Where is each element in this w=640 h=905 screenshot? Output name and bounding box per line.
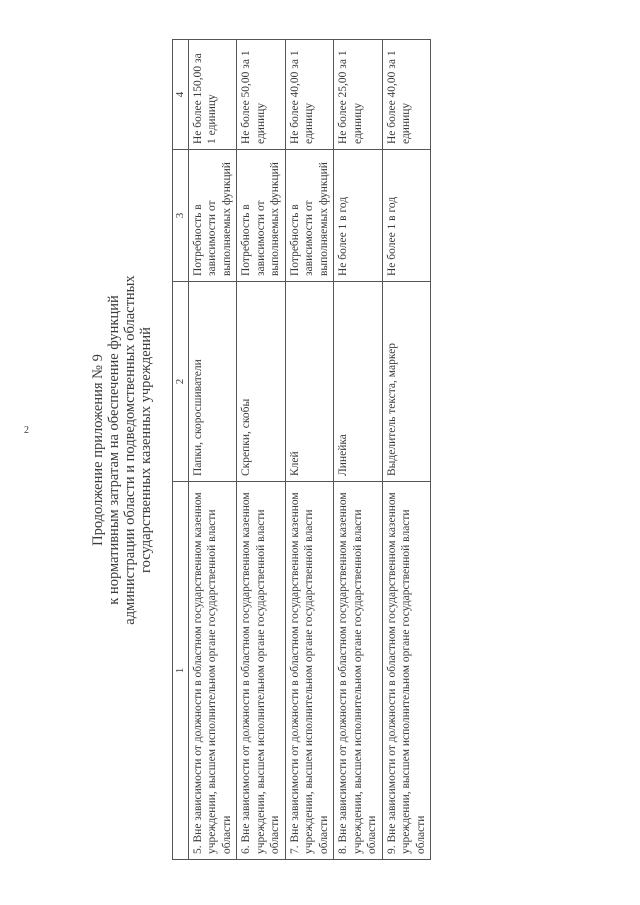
category-cell: 5. Вне зависимости от должности в областном государственном казенном учреждении, высшем исполнительном органе государственной власти области bbox=[188, 482, 237, 860]
item-cell: Клей bbox=[285, 282, 334, 482]
price-cell: Не более 40,00 за 1 единицу bbox=[382, 40, 431, 150]
price-cell: Не более 50,00 за 1 единицу bbox=[237, 40, 286, 150]
norms-table bbox=[172, 39, 431, 860]
item-cell: Выделитель текста, маркер bbox=[382, 282, 431, 482]
table-row bbox=[237, 40, 286, 860]
item-cell: Скрепки, скобы bbox=[237, 282, 286, 482]
page-number: 2 bbox=[24, 425, 29, 436]
quantity-cell: Не более 1 в год bbox=[334, 150, 383, 282]
category-cell: 9. Вне зависимости от должности в областном государственном казенном учреждении, высшем исполнительном органе государственной власти области bbox=[382, 482, 431, 860]
item-cell: Папки, скоросшиватели bbox=[188, 282, 237, 482]
quantity-cell: Потребность в зависимости от выполняемых функций bbox=[237, 150, 286, 282]
category-cell: 6. Вне зависимости от должности в областном государственном казенном учреждении, высшем исполнительном органе государственной власти области bbox=[237, 482, 286, 860]
table-row bbox=[188, 40, 237, 860]
table-row bbox=[382, 40, 431, 860]
column-number: 2 bbox=[173, 282, 189, 482]
quantity-cell: Потребность в зависимости от выполняемых функций bbox=[285, 150, 334, 282]
rotated-page-content bbox=[40, 40, 600, 860]
table-row bbox=[285, 40, 334, 860]
quantity-cell: Не более 1 в год bbox=[382, 150, 431, 282]
column-number: 3 bbox=[173, 150, 189, 282]
price-cell: Не более 40,00 за 1 единицу bbox=[285, 40, 334, 150]
category-cell: 8. Вне зависимости от должности в областном государственном казенном учреждении, высшем исполнительном органе государственной власти области bbox=[334, 482, 383, 860]
header-line-2: к нормативным затратам на обеспечение функций bbox=[106, 295, 122, 605]
category-cell: 7. Вне зависимости от должности в областном государственном казенном учреждении, высшем исполнительном органе государственной власти области bbox=[285, 482, 334, 860]
header-line-1: Продолжение приложения № 9 bbox=[90, 354, 106, 546]
quantity-cell: Потребность в зависимости от выполняемых функций bbox=[188, 150, 237, 282]
price-cell: Не более 25,00 за 1 единицу bbox=[334, 40, 383, 150]
header-line-3: администрации области и подведомственных областных bbox=[122, 275, 138, 625]
column-number: 4 bbox=[173, 40, 189, 150]
price-cell: Не более 150,00 за 1 единицу bbox=[188, 40, 237, 150]
column-number-row bbox=[173, 40, 189, 860]
item-cell: Линейка bbox=[334, 282, 383, 482]
header-line-4: государственных казенных учреждений bbox=[138, 327, 154, 573]
appendix-header bbox=[90, 40, 154, 860]
column-number: 1 bbox=[173, 482, 189, 860]
table-row bbox=[334, 40, 383, 860]
